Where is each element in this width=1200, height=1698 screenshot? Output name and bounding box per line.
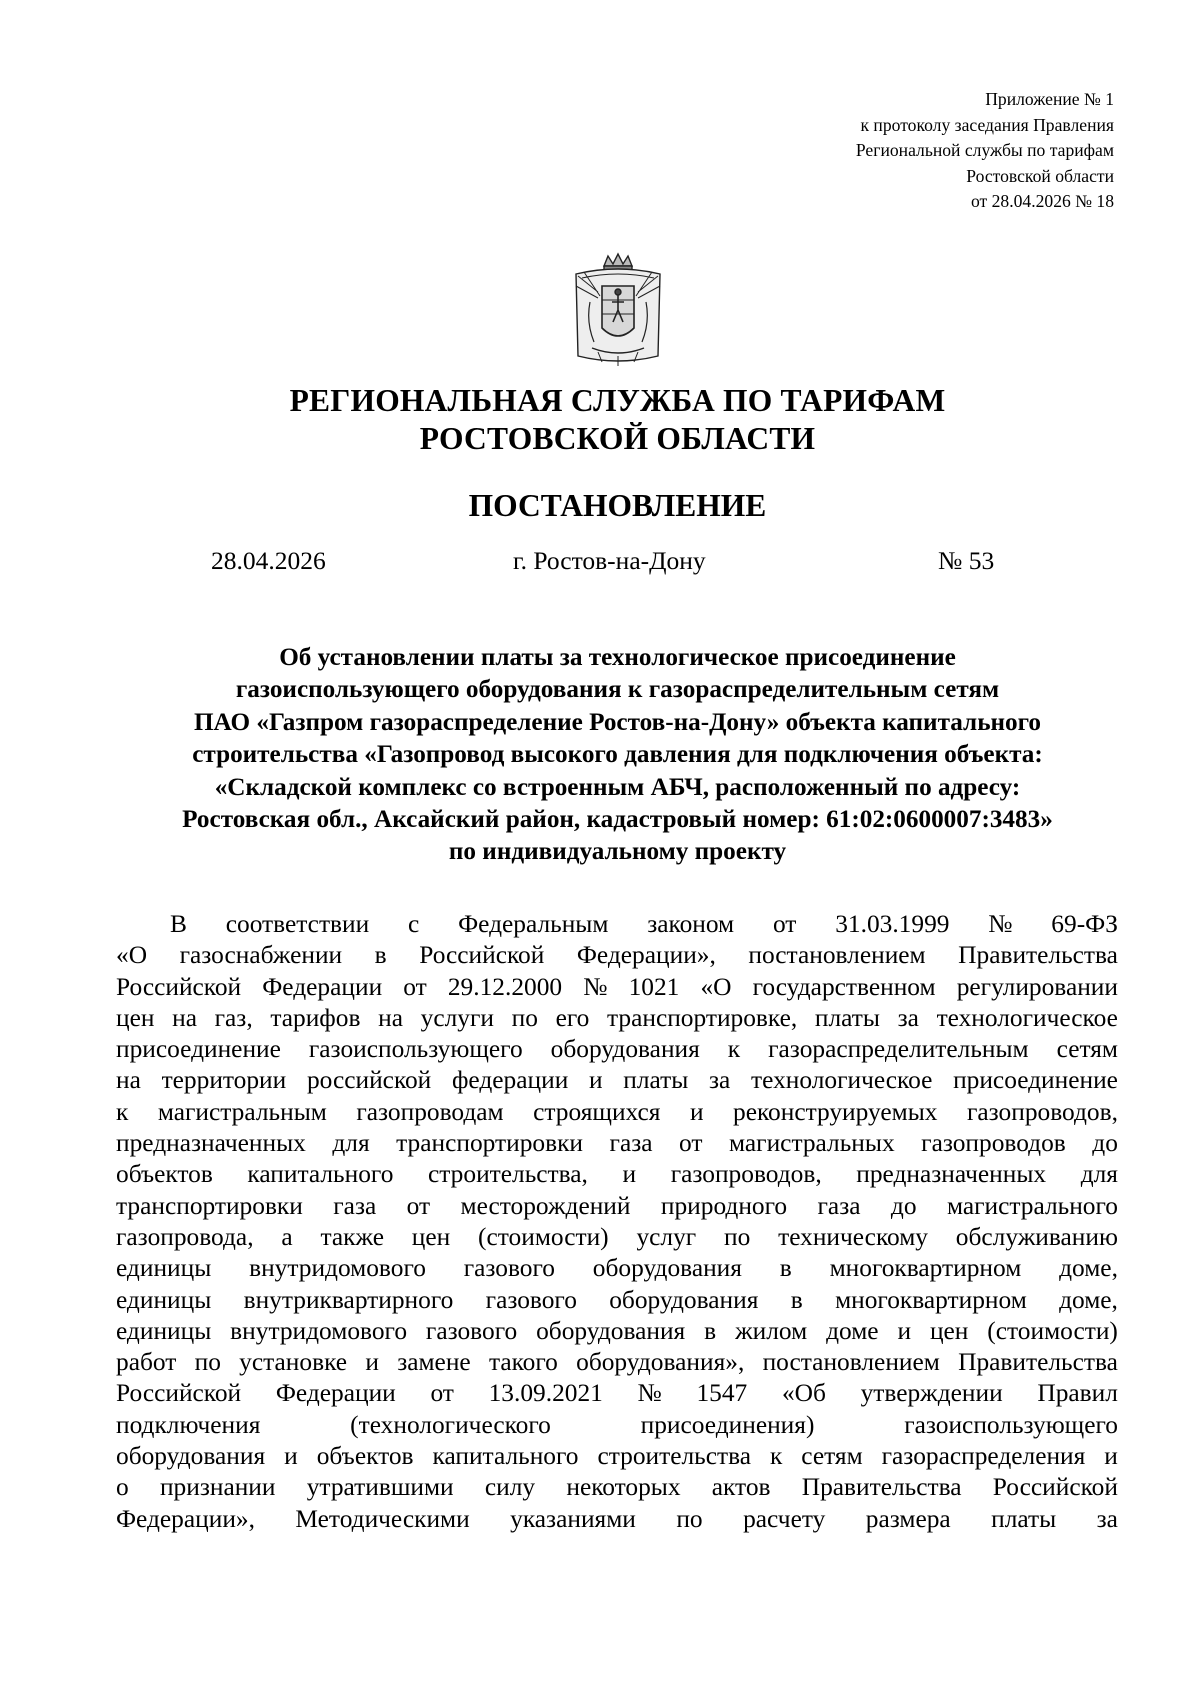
body-word: признании bbox=[159, 1473, 276, 1502]
body-word: указаниями bbox=[510, 1504, 636, 1533]
body-word: и bbox=[284, 1442, 298, 1471]
title-line: «Складской комплекс со встроенным АБЧ, расположенный по адресу: bbox=[214, 773, 1021, 801]
body-word: оборудования», bbox=[576, 1348, 745, 1377]
body-word: для bbox=[1080, 1160, 1118, 1189]
body-line bbox=[116, 909, 1118, 940]
body-word: «О bbox=[700, 972, 732, 1001]
body-word: и bbox=[1104, 1442, 1118, 1471]
body-word: строящихся bbox=[533, 1097, 661, 1126]
body-word: газопроводов, bbox=[966, 1097, 1118, 1126]
body-word: Правительства bbox=[958, 941, 1118, 970]
appendix-line: к протоколу заседания Правления bbox=[860, 114, 1114, 135]
body-word: работ bbox=[116, 1348, 177, 1377]
body-line bbox=[116, 1159, 1118, 1190]
body-word: единицы bbox=[116, 1316, 212, 1345]
body-word: строительства bbox=[597, 1442, 752, 1471]
body-word: Федерации», bbox=[576, 941, 716, 970]
body-word: доме, bbox=[1059, 1254, 1118, 1283]
body-word: от bbox=[406, 1191, 431, 1220]
body-word: такого bbox=[488, 1348, 558, 1377]
body-word: от bbox=[403, 972, 427, 1001]
body-word: объектов bbox=[116, 1160, 213, 1189]
body-word: до bbox=[1092, 1129, 1118, 1158]
body-line bbox=[116, 1128, 1118, 1159]
body-word: цен bbox=[116, 1003, 155, 1032]
title-line: ПАО «Газпром газораспределение Ростов-на-Дону» объекта капитального bbox=[193, 708, 1042, 736]
title-line: строительства «Газопровод высокого давления для подключения объекта: bbox=[192, 741, 1043, 769]
body-word: технологическое bbox=[751, 1066, 933, 1095]
body-word: Методическими bbox=[295, 1504, 470, 1533]
body-word: в bbox=[374, 941, 387, 970]
body-word: реконструируемых bbox=[733, 1097, 938, 1126]
body-line bbox=[116, 1253, 1118, 1284]
body-word: технологическое bbox=[936, 1003, 1118, 1032]
body-word: предназначенных bbox=[856, 1160, 1047, 1189]
body-line bbox=[116, 1222, 1118, 1253]
body-word: оборудования bbox=[609, 1285, 759, 1314]
body-word: платы bbox=[814, 1003, 880, 1032]
body-word: доме bbox=[826, 1316, 879, 1345]
body-word: расчету bbox=[743, 1504, 826, 1533]
body-word: газоснабжении bbox=[179, 941, 343, 970]
body-line bbox=[116, 1034, 1118, 1065]
body-word: по bbox=[724, 1222, 751, 1251]
appendix-line: Ростовской области bbox=[966, 165, 1114, 186]
body-word: внутридомового bbox=[230, 1316, 408, 1345]
body-word: 69-ФЗ bbox=[1051, 910, 1118, 938]
body-word: доме, bbox=[1059, 1285, 1118, 1314]
body-line bbox=[116, 1003, 1118, 1034]
body-word: установке bbox=[239, 1348, 348, 1377]
body-word: также bbox=[320, 1222, 384, 1251]
body-word: за bbox=[709, 1066, 731, 1095]
body-word: для bbox=[332, 1129, 370, 1158]
document-type-heading: ПОСТАНОВЛЕНИЕ bbox=[468, 488, 767, 523]
title-line: по индивидуальному проекту bbox=[448, 838, 787, 866]
body-word: цен bbox=[411, 1222, 451, 1251]
body-word: В bbox=[170, 910, 187, 938]
body-word: предназначенных bbox=[116, 1129, 306, 1158]
body-word: платы bbox=[623, 1066, 689, 1095]
body-word: (стоимости) bbox=[478, 1222, 609, 1251]
body-word: Правил bbox=[1037, 1379, 1118, 1408]
body-word: оборудования bbox=[550, 1035, 700, 1064]
body-word: его bbox=[555, 1003, 590, 1032]
body-word: (стоимости) bbox=[987, 1316, 1118, 1345]
body-line bbox=[116, 1441, 1118, 1472]
body-word: в bbox=[790, 1285, 803, 1314]
body-word: замене bbox=[397, 1348, 471, 1377]
body-word: газопроводов bbox=[921, 1129, 1066, 1158]
body-word: (технологического bbox=[350, 1410, 551, 1439]
body-word: газопроводам bbox=[356, 1097, 504, 1126]
body-word: а bbox=[281, 1222, 293, 1251]
body-word: соответствии bbox=[225, 910, 370, 938]
body-word: актов bbox=[711, 1473, 771, 1502]
body-word: жилом bbox=[735, 1316, 808, 1345]
body-word: газового bbox=[463, 1254, 555, 1283]
coat-of-arms-icon bbox=[568, 252, 668, 369]
body-word: № bbox=[637, 1379, 662, 1408]
body-word: на bbox=[378, 1003, 403, 1032]
body-line bbox=[116, 1410, 1118, 1441]
body-word: оборудования bbox=[536, 1316, 686, 1345]
body-word: законом bbox=[647, 910, 735, 938]
body-word: сетям bbox=[1056, 1035, 1118, 1064]
body-word: Федерации bbox=[262, 972, 383, 1001]
body-word: оборудования bbox=[592, 1254, 742, 1283]
body-word: тарифов bbox=[270, 1003, 361, 1032]
body-word: газораспределительным bbox=[768, 1035, 1029, 1064]
body-word: внутридомового bbox=[249, 1254, 426, 1283]
body-word: и bbox=[589, 1066, 603, 1095]
body-word: Федеральным bbox=[458, 910, 609, 938]
body-word: в bbox=[704, 1316, 717, 1345]
body-word: Российской bbox=[992, 1473, 1118, 1502]
body-word: 29.12.2000 bbox=[447, 972, 563, 1001]
body-word: присоединение bbox=[953, 1066, 1118, 1095]
title-line: газоиспользующего оборудования к газораспределительным сетям bbox=[235, 676, 1000, 704]
body-word: газопровода, bbox=[116, 1222, 254, 1251]
body-word: транспортировки bbox=[396, 1129, 584, 1158]
body-word: услуги bbox=[420, 1003, 494, 1032]
body-word: газоиспользующего bbox=[308, 1035, 523, 1064]
body-line bbox=[116, 1472, 1118, 1503]
body-word: по bbox=[194, 1348, 221, 1377]
body-word: техническому bbox=[778, 1222, 928, 1251]
body-word: Российской bbox=[116, 1379, 242, 1408]
body-line bbox=[116, 972, 1118, 1003]
body-word: № bbox=[988, 910, 1013, 938]
body-word: подключения bbox=[116, 1410, 261, 1439]
body-word: газ, bbox=[214, 1003, 253, 1032]
body-word: транспортировки bbox=[116, 1191, 303, 1220]
body-word: газоиспользующего bbox=[904, 1410, 1118, 1439]
body-word: магистральных bbox=[729, 1129, 895, 1158]
body-word: от bbox=[430, 1379, 454, 1408]
body-word: в bbox=[779, 1254, 792, 1283]
body-word: Федерации», bbox=[116, 1504, 255, 1533]
body-word: некоторых bbox=[566, 1473, 681, 1502]
body-line bbox=[116, 1065, 1118, 1096]
document-number: № 53 bbox=[938, 546, 995, 575]
body-word: и bbox=[897, 1316, 912, 1345]
body-word: Федерации bbox=[275, 1379, 396, 1408]
body-word: № bbox=[583, 972, 608, 1001]
body-word: Правительства bbox=[958, 1348, 1118, 1377]
body-word: 13.09.2021 bbox=[488, 1379, 603, 1408]
body-word: и bbox=[622, 1160, 637, 1189]
appendix-line: Региональной службы по тарифам bbox=[855, 140, 1114, 161]
body-word: регулировании bbox=[956, 972, 1118, 1001]
body-word: Правительства bbox=[801, 1473, 962, 1502]
resolution-body bbox=[116, 909, 1118, 1535]
body-word: магистрального bbox=[946, 1191, 1118, 1220]
body-word: газа bbox=[609, 1129, 653, 1158]
body-word: газораспределения bbox=[881, 1442, 1086, 1471]
body-word: внутриквартирного bbox=[243, 1285, 454, 1314]
body-line bbox=[116, 940, 1118, 971]
document-date: 28.04.2026 bbox=[211, 546, 326, 575]
body-word: Российской bbox=[419, 941, 545, 970]
body-word: цен bbox=[929, 1316, 969, 1345]
body-word: услуг bbox=[636, 1222, 697, 1251]
organization-name-line-1: РЕГИОНАЛЬНАЯ СЛУЖБА ПО ТАРИФАМ bbox=[289, 383, 946, 418]
body-word: от bbox=[679, 1129, 703, 1158]
body-line bbox=[116, 1097, 1118, 1128]
body-word: «О bbox=[116, 941, 148, 970]
body-word: утратившими bbox=[306, 1473, 454, 1502]
title-line: Об установлении платы за технологическое присоединение bbox=[279, 644, 956, 671]
body-word: размера bbox=[865, 1504, 951, 1533]
body-word: постановлением bbox=[748, 941, 926, 970]
body-word: газового bbox=[485, 1285, 577, 1314]
body-word: сетям bbox=[801, 1442, 863, 1471]
body-word: о bbox=[116, 1473, 129, 1502]
body-word: на bbox=[116, 1066, 141, 1095]
body-word: федерации bbox=[451, 1066, 569, 1095]
body-word: до bbox=[890, 1191, 917, 1220]
body-line bbox=[116, 1504, 1118, 1535]
body-word: газа bbox=[333, 1191, 377, 1220]
body-word: многоквартирном bbox=[835, 1285, 1027, 1314]
body-word: месторождений bbox=[460, 1191, 631, 1220]
body-word: российской bbox=[306, 1066, 432, 1095]
body-word: «Об bbox=[781, 1379, 826, 1408]
body-word: утверждении bbox=[860, 1379, 1003, 1408]
body-word: по bbox=[511, 1003, 538, 1032]
body-word: на bbox=[172, 1003, 197, 1032]
body-word: присоединения) bbox=[640, 1410, 815, 1439]
body-word: территории bbox=[161, 1066, 287, 1095]
body-word: силу bbox=[484, 1473, 536, 1502]
body-word: природного bbox=[660, 1191, 788, 1220]
body-word: объектов bbox=[316, 1442, 414, 1471]
body-word: единицы bbox=[116, 1285, 212, 1314]
body-word: к bbox=[116, 1097, 129, 1126]
appendix-line: от 28.04.2026 № 18 bbox=[970, 191, 1114, 212]
resolution-title bbox=[100, 642, 1135, 869]
body-word: постановлением bbox=[762, 1348, 940, 1377]
body-line bbox=[116, 1347, 1118, 1378]
body-word: 1547 bbox=[696, 1379, 748, 1408]
body-word: газового bbox=[425, 1316, 518, 1345]
body-word: 1021 bbox=[628, 972, 680, 1001]
body-word: газопроводов, bbox=[670, 1160, 822, 1189]
body-word: платы bbox=[991, 1504, 1057, 1533]
body-word: газа bbox=[817, 1191, 861, 1220]
body-word: от bbox=[772, 910, 797, 938]
body-word: за bbox=[1096, 1504, 1118, 1533]
body-word: к bbox=[769, 1442, 783, 1471]
body-line bbox=[116, 1316, 1118, 1347]
body-word: строительства, bbox=[428, 1160, 588, 1189]
body-word: Российской bbox=[116, 972, 242, 1001]
body-word: за bbox=[897, 1003, 919, 1032]
document-city: г. Ростов-на-Дону bbox=[513, 546, 706, 575]
body-word: 31.03.1999 bbox=[835, 910, 950, 938]
body-word: капитального bbox=[247, 1160, 394, 1189]
body-line bbox=[116, 1378, 1118, 1409]
body-word: по bbox=[676, 1504, 703, 1533]
body-word: капитального bbox=[432, 1442, 579, 1471]
body-word: с bbox=[408, 910, 420, 938]
body-word: присоединение bbox=[116, 1035, 281, 1064]
body-word: обслуживанию bbox=[955, 1222, 1118, 1251]
body-word: оборудования bbox=[116, 1442, 266, 1471]
body-word: единицы bbox=[116, 1254, 212, 1283]
title-line: Ростовская обл., Аксайский район, кадастровый номер: 61:02:0600007:3483» bbox=[182, 806, 1053, 834]
body-word: транспортировке, bbox=[606, 1003, 798, 1032]
body-line bbox=[116, 1191, 1118, 1222]
appendix-block bbox=[856, 87, 1114, 215]
appendix-line: Приложение № 1 bbox=[985, 89, 1114, 109]
body-word: и bbox=[689, 1097, 704, 1126]
body-word: к bbox=[727, 1035, 741, 1064]
body-line bbox=[116, 1285, 1118, 1316]
body-word: и bbox=[365, 1348, 379, 1377]
body-word: государственном bbox=[752, 972, 936, 1001]
body-word: магистральным bbox=[157, 1097, 327, 1126]
organization-name-line-2: РОСТОВСКОЙ ОБЛАСТИ bbox=[419, 421, 816, 456]
body-word: многоквартирном bbox=[829, 1254, 1022, 1283]
